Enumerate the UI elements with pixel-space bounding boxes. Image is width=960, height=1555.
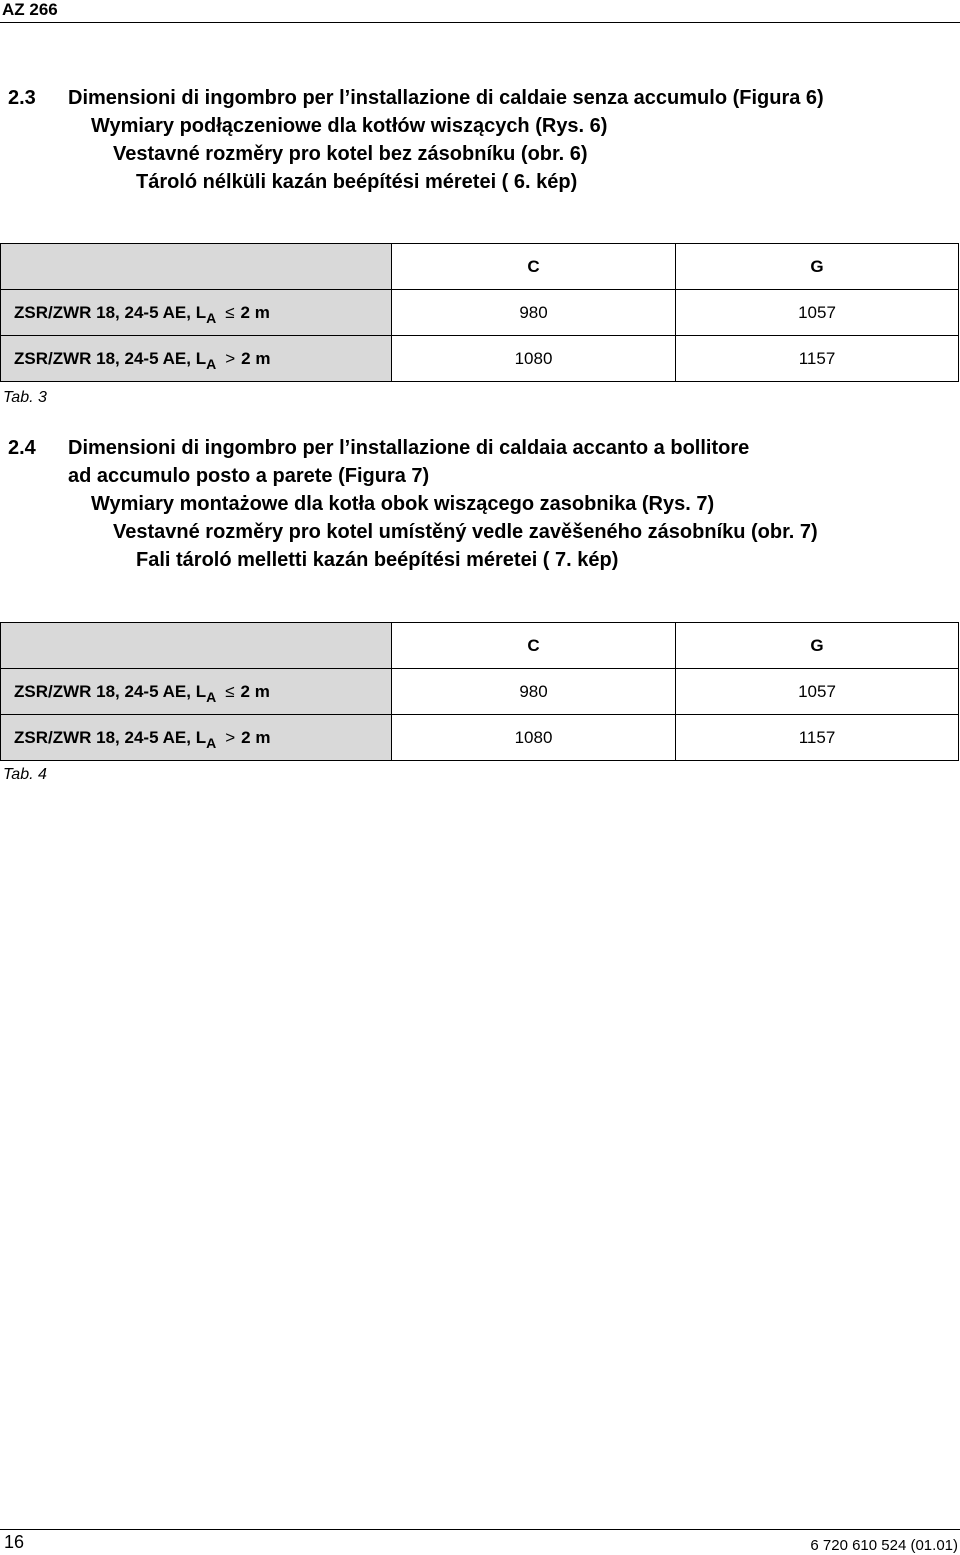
table-row bbox=[1, 669, 959, 715]
table-3-caption: Tab. 3 bbox=[3, 389, 47, 406]
header-cell-c: C bbox=[392, 244, 676, 290]
row-label bbox=[1, 336, 392, 382]
document-header-label: AZ 266 bbox=[2, 0, 58, 19]
value-g: 1057 bbox=[676, 669, 959, 715]
value-g: 1057 bbox=[676, 290, 959, 336]
dimension-table-4 bbox=[0, 622, 959, 761]
heading-line-czech: Vestavné rozměry pro kotel bez zásobníku (obr. 6) bbox=[113, 143, 588, 165]
footer-divider bbox=[0, 1529, 960, 1530]
row-label bbox=[1, 290, 392, 336]
heading-line-italian: Dimensioni di ingombro per l’installazione di caldaia accanto a bollitore bbox=[68, 437, 750, 459]
table-header-row bbox=[1, 623, 959, 669]
dimension-table-3 bbox=[0, 243, 959, 382]
subscript-text: A bbox=[206, 355, 217, 372]
page-number: 16 bbox=[4, 1532, 25, 1552]
document-code: 6 720 610 524 (01.01) bbox=[810, 1537, 958, 1554]
heading-line-hungarian: Tároló nélküli kazán beépítési méretei ( 6. kép) bbox=[136, 171, 578, 193]
subscript-text: A bbox=[206, 688, 217, 705]
limit-text: 2 m bbox=[240, 302, 270, 322]
model-text: ZSR/ZWR 18, 24-5 AE, L bbox=[14, 727, 207, 747]
header-cell-c: C bbox=[392, 623, 676, 669]
greater-than-symbol: > bbox=[225, 348, 236, 368]
table-row bbox=[1, 290, 959, 336]
header-empty-cell bbox=[1, 623, 392, 669]
header-cell-g: G bbox=[676, 244, 959, 290]
value-g: 1157 bbox=[676, 715, 959, 761]
heading-line-italian: Dimensioni di ingombro per l’installazione di caldaie senza accumulo (Figura 6) bbox=[68, 87, 824, 109]
value-c: 1080 bbox=[392, 336, 676, 382]
table-4-caption: Tab. 4 bbox=[3, 766, 47, 783]
subscript-text: A bbox=[206, 309, 217, 326]
limit-text: 2 m bbox=[241, 348, 271, 368]
heading-line-czech: Vestavné rozměry pro kotel umístěný vedle zavěšeného zásobníku (obr. 7) bbox=[113, 521, 818, 543]
subscript-text: A bbox=[206, 734, 217, 751]
less-equal-symbol: ≤ bbox=[225, 681, 235, 701]
row-label bbox=[1, 715, 392, 761]
header-empty-cell bbox=[1, 244, 392, 290]
table-header-row bbox=[1, 244, 959, 290]
header-divider bbox=[0, 22, 960, 23]
row-label bbox=[1, 669, 392, 715]
heading-line-italian-cont: ad accumulo posto a parete (Figura 7) bbox=[68, 465, 430, 487]
heading-line-hungarian: Fali tároló melletti kazán beépítési méretei ( 7. kép) bbox=[136, 549, 619, 571]
table-row bbox=[1, 336, 959, 382]
value-c: 980 bbox=[392, 290, 676, 336]
heading-line-polish: Wymiary podłączeniowe dla kotłów wiszących (Rys. 6) bbox=[91, 115, 608, 137]
value-c: 980 bbox=[392, 669, 676, 715]
limit-text: 2 m bbox=[240, 681, 270, 701]
heading-line-polish: Wymiary montażowe dla kotła obok wiszącego zasobnika (Rys. 7) bbox=[91, 493, 715, 515]
less-equal-symbol: ≤ bbox=[225, 302, 235, 322]
greater-than-symbol: > bbox=[225, 727, 236, 747]
model-text: ZSR/ZWR 18, 24-5 AE, L bbox=[14, 348, 207, 368]
table-row bbox=[1, 715, 959, 761]
section-number: 2.4 bbox=[8, 437, 36, 459]
value-g: 1157 bbox=[676, 336, 959, 382]
header-cell-g: G bbox=[676, 623, 959, 669]
value-c: 1080 bbox=[392, 715, 676, 761]
model-text: ZSR/ZWR 18, 24-5 AE, L bbox=[14, 681, 207, 701]
model-text: ZSR/ZWR 18, 24-5 AE, L bbox=[14, 302, 207, 322]
limit-text: 2 m bbox=[241, 727, 271, 747]
section-number: 2.3 bbox=[8, 87, 36, 109]
